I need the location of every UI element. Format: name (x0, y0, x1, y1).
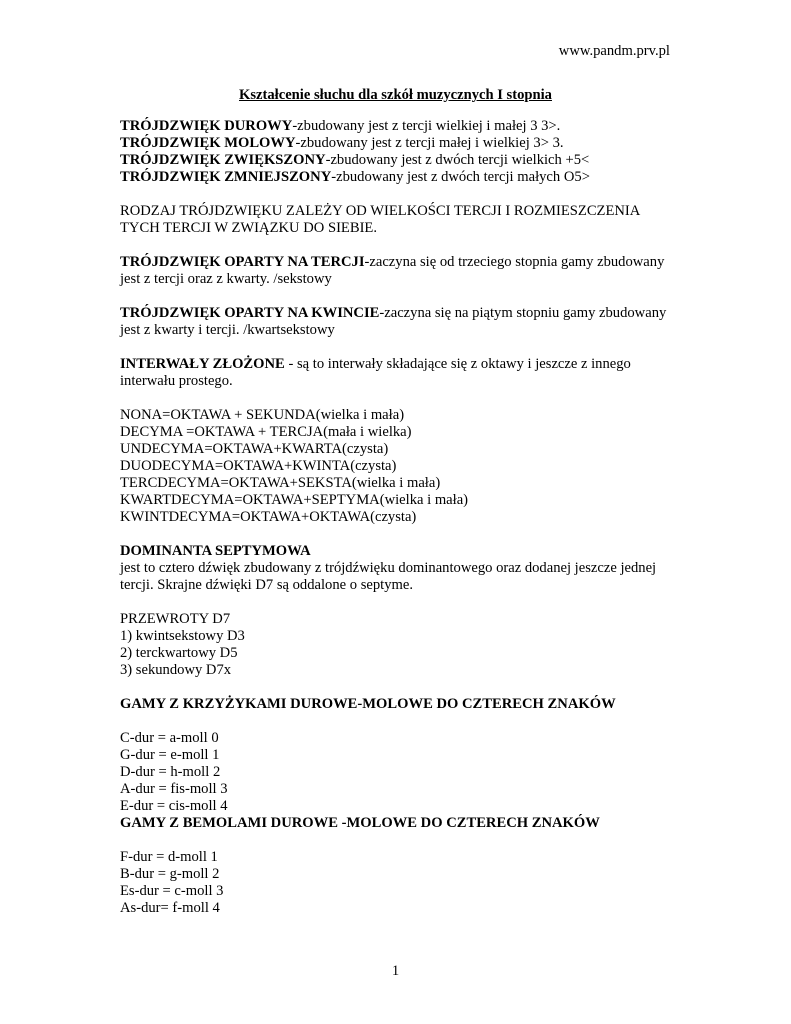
triad-minor (120, 135, 680, 152)
triad-desc: -zbudowany jest z tercji małej i wielkiej 3> 3. (295, 135, 564, 151)
page-title: Kształcenie słuchu dla szkół muzycznych I stopnia (239, 87, 552, 103)
triad-major (120, 118, 680, 135)
list-item: E-dur = cis-moll 4 (120, 798, 228, 814)
triad-desc: -zbudowany jest z tercji wielkiej i małej 3 3>. (292, 118, 561, 134)
paragraph-text: -zaczyna się na piątym stopniu gamy zbudowany (379, 305, 667, 321)
list-item: 2) terckwartowy D5 (120, 645, 238, 661)
paragraph-line: TYCH TERCJI W ZWIĄZKU DO SIEBIE. (120, 220, 377, 236)
document-body (120, 118, 680, 917)
gamy-bemole-section (120, 815, 680, 917)
paragraph-text: - są to interwały składające się z oktawy i jeszcze z innego (284, 356, 631, 372)
przewroty-section (120, 611, 680, 679)
triad-term: TRÓJDZWIĘK ZMNIEJSZONY (120, 169, 332, 185)
interwaly-paragraph (120, 356, 680, 390)
paragraph-line: tercji. Skrajne dźwięki D7 są oddalone o septyme. (120, 577, 414, 593)
header-url: www.pandm.prv.pl (558, 43, 670, 59)
list-item: KWINTDECYMA=OKTAWA+OKTAWA(czysta) (120, 509, 417, 525)
paragraph-line: jest z kwarty i tercji. /kwartsekstowy (120, 322, 335, 338)
triad-desc: -zbudowany jest z dwóch tercji małych O5> (331, 169, 590, 185)
list-item: DUODECYMA=OKTAWA+KWINTA(czysta) (120, 458, 397, 474)
list-item: 1) kwintsekstowy D3 (120, 628, 245, 644)
list-item: D-dur = h-moll 2 (120, 764, 221, 780)
kwinta-term: TRÓJDZWIĘK OPARTY NA KWINCIE (120, 305, 380, 321)
triad-augmented (120, 152, 680, 169)
paragraph-line: jest to cztero dźwięk zbudowany z trójdźwięku dominantowego oraz dodanej jeszcze jednej (120, 560, 657, 576)
page-number: 1 (391, 963, 400, 979)
section-heading: GAMY Z KRZYŻYKAMI DUROWE-MOLOWE DO CZTERECH ZNAKÓW (120, 696, 616, 712)
dominanta-section (120, 543, 680, 594)
list-item: NONA=OKTAWA + SEKUNDA(wielka i mała) (120, 407, 405, 423)
intervals-list (120, 407, 680, 526)
triad-term: TRÓJDZWIĘK MOLOWY (120, 135, 296, 151)
list-item: C-dur = a-moll 0 (120, 730, 219, 746)
list-item: TERCDECYMA=OKTAWA+SEKSTA(wielka i mała) (120, 475, 441, 491)
paragraph-line: jest z tercji oraz z kwarty. /sekstowy (120, 271, 332, 287)
list-item: UNDECYMA=OKTAWA+KWARTA(czysta) (120, 441, 389, 457)
list-item: As-dur= f-moll 4 (120, 900, 220, 916)
paragraph-line: RODZAJ TRÓJDZWIĘKU ZALEŻY OD WIELKOŚCI TERCJI I ROZMIESZCZENIA (120, 203, 641, 219)
list-item: 3) sekundowy D7x (120, 662, 232, 678)
list-item: KWARTDECYMA=OKTAWA+SEPTYMA(wielka i mała) (120, 492, 469, 508)
rodzaj-paragraph (120, 203, 680, 237)
triad-diminished (120, 169, 680, 186)
kwinta-paragraph (120, 305, 680, 339)
list-item: A-dur = fis-moll 3 (120, 781, 228, 797)
triad-term: TRÓJDZWIĘK DUROWY (120, 118, 293, 134)
tercja-paragraph (120, 254, 680, 288)
list-item: G-dur = e-moll 1 (120, 747, 220, 763)
interwaly-term: INTERWAŁY ZŁOŻONE (120, 356, 285, 372)
section-heading: GAMY Z BEMOLAMI DUROWE -MOLOWE DO CZTERECH ZNAKÓW (120, 815, 600, 831)
section-heading: PRZEWROTY D7 (120, 611, 231, 627)
tercja-term: TRÓJDZWIĘK OPARTY NA TERCJI (120, 254, 365, 270)
list-item: DECYMA =OKTAWA + TERCJA(mała i wielka) (120, 424, 412, 440)
list-item: F-dur = d-moll 1 (120, 849, 218, 865)
section-heading: DOMINANTA SEPTYMOWA (120, 543, 311, 559)
list-item: B-dur = g-moll 2 (120, 866, 220, 882)
paragraph-text: -zaczyna się od trzeciego stopnia gamy zbudowany (364, 254, 665, 270)
list-item: Es-dur = c-moll 3 (120, 883, 224, 899)
gamy-krzyzyki-section (120, 696, 680, 815)
triad-desc: -zbudowany jest z dwóch tercji wielkich +5< (325, 152, 590, 168)
paragraph-line: interwału prostego. (120, 373, 233, 389)
triads-section (120, 118, 680, 186)
triad-term: TRÓJDZWIĘK ZWIĘKSZONY (120, 152, 326, 168)
